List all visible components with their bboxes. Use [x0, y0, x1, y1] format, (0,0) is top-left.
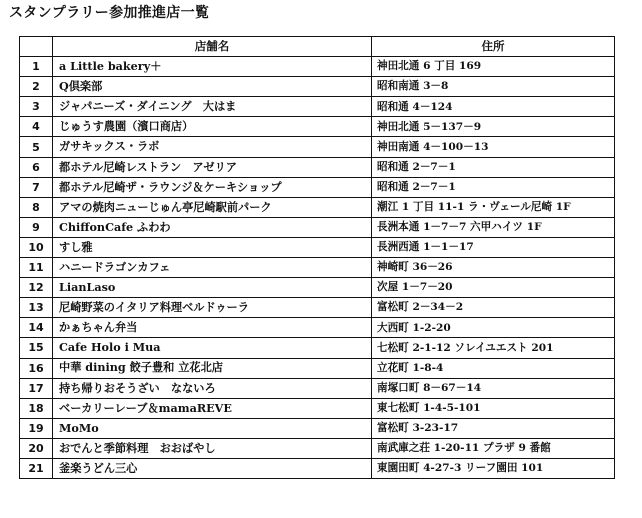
address-cell: 潮江 1 丁目 11-1 ラ・ヴェール尼崎 1F — [372, 197, 615, 217]
row-number: 1 — [20, 57, 53, 77]
table-row — [20, 398, 615, 418]
address-cell: 東七松町 1-4-5-101 — [372, 398, 615, 418]
address-cell: 立花町 1-8-4 — [372, 358, 615, 378]
table-row — [20, 217, 615, 237]
address-cell: 長洲本通 1－7－7 六甲ハイツ 1F — [372, 217, 615, 237]
address-cell: 長洲西通 1－1－17 — [372, 237, 615, 257]
store-name-cell: ベーカリーレーブ＆mamaREVE — [53, 398, 372, 418]
table-row — [20, 378, 615, 398]
address-cell: 富松町 2－34－2 — [372, 298, 615, 318]
store-name-cell: アマの焼肉ニューじゅん亭尼崎駅前パーク — [53, 197, 372, 217]
table-row — [20, 298, 615, 318]
store-name-cell: MoMo — [53, 418, 372, 438]
table-row — [20, 77, 615, 97]
row-number: 6 — [20, 157, 53, 177]
store-name-cell: 尼崎野菜のイタリア料理ベルドゥーラ — [53, 298, 372, 318]
store-name-cell: ガサキックス・ラボ — [53, 137, 372, 157]
store-name-cell: かぁちゃん弁当 — [53, 318, 372, 338]
table-row — [20, 258, 615, 278]
table-row — [20, 458, 615, 478]
address-cell: 富松町 3-23-17 — [372, 418, 615, 438]
table-row — [20, 318, 615, 338]
store-name-cell: 都ホテル尼崎レストラン アゼリア — [53, 157, 372, 177]
row-number: 13 — [20, 298, 53, 318]
address-cell: 七松町 2-1-12 ソレイユエスト 201 — [372, 338, 615, 358]
store-name-cell: Cafe Holo i Mua — [53, 338, 372, 358]
row-number: 2 — [20, 77, 53, 97]
table-row — [20, 237, 615, 257]
table-row — [20, 418, 615, 438]
table-row — [20, 177, 615, 197]
row-number: 10 — [20, 237, 53, 257]
row-number: 3 — [20, 97, 53, 117]
address-cell: 南武庫之荘 1-20-11 プラザ 9 番館 — [372, 438, 615, 458]
store-name-cell: ジャパニーズ・ダイニング 大はま — [53, 97, 372, 117]
address-cell: 大西町 1-2-20 — [372, 318, 615, 338]
row-number: 19 — [20, 418, 53, 438]
address-cell: 神田南通 4－100－13 — [372, 137, 615, 157]
address-cell: 昭和通 2－7－1 — [372, 177, 615, 197]
row-number: 4 — [20, 117, 53, 137]
address-cell: 東園田町 4-27-3 リーフ園田 101 — [372, 458, 615, 478]
row-number: 18 — [20, 398, 53, 418]
store-name-cell: 釜楽うどん三心 — [53, 458, 372, 478]
row-number: 14 — [20, 318, 53, 338]
row-number: 16 — [20, 358, 53, 378]
row-number: 12 — [20, 278, 53, 298]
address-cell: 昭和通 4－124 — [372, 97, 615, 117]
store-table — [19, 36, 615, 479]
store-name-cell: ChiffonCafe ふわわ — [53, 217, 372, 237]
table-row — [20, 338, 615, 358]
address-cell: 南塚口町 8－67－14 — [372, 378, 615, 398]
store-name-cell: じゅうす農園（濱口商店） — [53, 117, 372, 137]
address-cell: 神崎町 36－26 — [372, 258, 615, 278]
store-name-cell: 持ち帰りおそうざい なないろ — [53, 378, 372, 398]
address-cell: 昭和通 2－7－1 — [372, 157, 615, 177]
table-row — [20, 97, 615, 117]
table-row — [20, 57, 615, 77]
row-number: 8 — [20, 197, 53, 217]
table-body — [20, 57, 615, 479]
address-cell: 次屋 1－7－20 — [372, 278, 615, 298]
store-name-cell: LianLaso — [53, 278, 372, 298]
address-cell: 昭和南通 3－8 — [372, 77, 615, 97]
row-number: 5 — [20, 137, 53, 157]
table-row — [20, 358, 615, 378]
address-cell: 神田北通 5－137－9 — [372, 117, 615, 137]
header-store-name: 店舗名 — [53, 37, 372, 57]
table-row — [20, 137, 615, 157]
table-row — [20, 278, 615, 298]
store-name-cell: ハニードラゴンカフェ — [53, 258, 372, 278]
table-row — [20, 117, 615, 137]
row-number: 7 — [20, 177, 53, 197]
row-number: 11 — [20, 258, 53, 278]
store-name-cell: すし雅 — [53, 237, 372, 257]
table-header-row — [20, 37, 615, 57]
header-number — [20, 37, 53, 57]
store-name-cell: a Little bakery＋ — [53, 57, 372, 77]
row-number: 9 — [20, 217, 53, 237]
header-address: 住所 — [372, 37, 615, 57]
row-number: 17 — [20, 378, 53, 398]
store-name-cell: Q倶楽部 — [53, 77, 372, 97]
row-number: 20 — [20, 438, 53, 458]
store-name-cell: おでんと季節料理 おおばやし — [53, 438, 372, 458]
address-cell: 神田北通 6 丁目 169 — [372, 57, 615, 77]
row-number: 21 — [20, 458, 53, 478]
table-row — [20, 197, 615, 217]
row-number: 15 — [20, 338, 53, 358]
page-title: スタンプラリー参加推進店一覧 — [9, 5, 210, 21]
store-name-cell: 都ホテル尼崎ザ・ラウンジ＆ケーキショップ — [53, 177, 372, 197]
table-row — [20, 438, 615, 458]
table-row — [20, 157, 615, 177]
store-name-cell: 中華 dining 餃子豊和 立花北店 — [53, 358, 372, 378]
